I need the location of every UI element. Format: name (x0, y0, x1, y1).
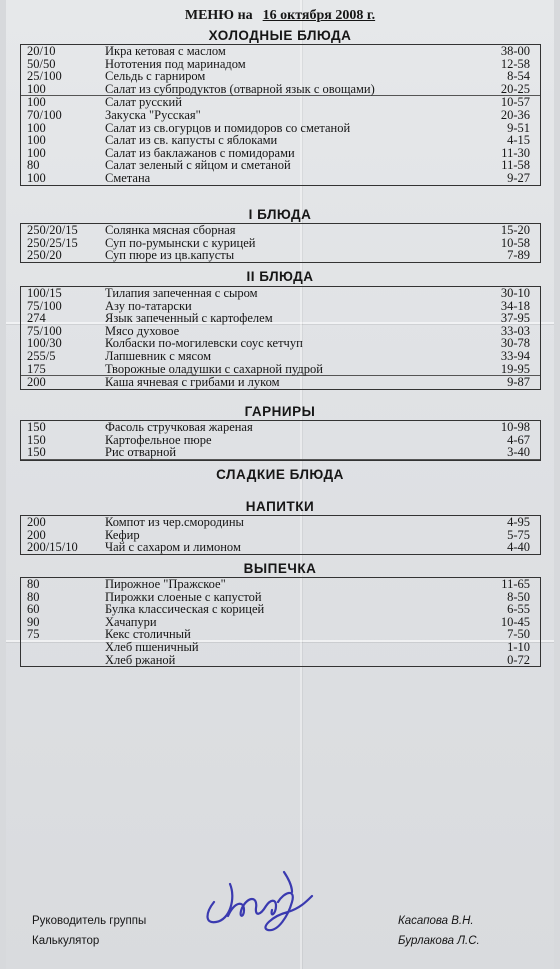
item-quantity: 75/100 (27, 323, 62, 338)
menu-row (21, 109, 540, 122)
menu-row (21, 237, 540, 250)
item-name: Хлеб ржаной (105, 652, 176, 667)
item-price: 3-40 (507, 445, 530, 460)
item-name: Салат русский (105, 95, 182, 110)
menu-row (21, 172, 540, 185)
menu-row (21, 603, 540, 616)
item-name: Язык запеченный с картофелем (105, 311, 273, 326)
menu-row (21, 516, 540, 529)
item-price: 38-00 (500, 44, 530, 58)
section-title-first: I БЛЮДА (248, 207, 312, 222)
item-quantity: 150 (27, 445, 46, 460)
item-price: 11-58 (501, 158, 530, 173)
item-quantity: 25/100 (27, 69, 62, 84)
item-price: 12-58 (500, 56, 530, 71)
menu-row (21, 529, 540, 542)
item-name: Нототения под маринадом (105, 56, 246, 71)
section-table-cold (20, 44, 541, 186)
item-price: 34-18 (500, 298, 530, 313)
menu-row (21, 376, 540, 389)
item-price: 30-78 (500, 336, 530, 351)
item-price: 4-15 (507, 133, 530, 148)
item-price: 1-10 (507, 639, 530, 654)
menu-row (21, 134, 540, 147)
item-price: 33-03 (500, 323, 530, 338)
menu-row (21, 249, 540, 262)
item-quantity: 250/25/15 (27, 235, 78, 250)
item-name: Сметана (105, 170, 151, 185)
menu-row (21, 350, 540, 363)
item-name: Мясо духовое (105, 323, 180, 338)
item-name: Икра кетовая с маслом (105, 44, 226, 58)
item-quantity: 200 (27, 527, 46, 542)
item-quantity: 70/100 (27, 107, 62, 122)
item-quantity: 274 (27, 311, 46, 326)
item-quantity: 175 (27, 361, 46, 376)
item-name: Кефир (105, 527, 140, 542)
menu-row (21, 337, 540, 350)
section-table-garnish (20, 420, 541, 461)
menu-row (21, 287, 540, 300)
item-price: 9-27 (507, 170, 530, 185)
menu-row (21, 58, 540, 71)
item-price: 20-36 (500, 107, 530, 122)
item-name: Солянка мясная сборная (105, 223, 236, 237)
item-name: Компот из чер.смородины (105, 515, 244, 529)
item-price: 7-89 (507, 248, 530, 263)
section-title-second: II БЛЮДА (246, 269, 314, 284)
item-name: Суп пюре из цв.капусты (105, 248, 235, 263)
signature-icon (200, 862, 320, 937)
menu-row (21, 654, 540, 667)
item-quantity: 75 (27, 627, 40, 642)
item-quantity: 100 (27, 120, 46, 135)
menu-row (21, 122, 540, 135)
item-name: Картофельное пюре (105, 432, 212, 447)
item-name: Салат из св. капусты с яблоками (105, 133, 278, 148)
item-price: 10-57 (500, 95, 530, 110)
menu-row (21, 541, 540, 554)
section-title-pastry: ВЫПЕЧКА (243, 561, 317, 576)
menu-row (21, 159, 540, 172)
item-quantity: 250/20/15 (27, 223, 78, 237)
item-name: Сельдь с гарниром (105, 69, 206, 84)
section-title-garnish: ГАРНИРЫ (244, 404, 316, 419)
item-name: Тилапия запеченная с сыром (105, 286, 258, 300)
item-name: Хлеб пшеничный (105, 639, 199, 654)
menu-row (21, 434, 540, 447)
section-title-drinks: НАПИТКИ (245, 499, 315, 514)
item-name: Салат зеленый с яйцом и сметаной (105, 158, 291, 173)
footer-role-calculator: Калькулятор (32, 935, 100, 947)
item-price: 11-30 (501, 145, 530, 160)
item-price: 7-50 (507, 627, 530, 642)
footer-role-head: Руководитель группы (32, 915, 147, 927)
menu-row (21, 70, 540, 83)
item-name: Кекс столичный (105, 627, 191, 642)
item-price: 4-95 (507, 515, 530, 529)
item-name: Салат из баклажанов с помидорами (105, 145, 295, 160)
menu-row (21, 446, 540, 460)
item-quantity: 150 (27, 420, 46, 434)
menu-row (21, 363, 540, 377)
item-name: Пирожки слоеные с капустой (105, 589, 262, 604)
item-price: 5-75 (507, 527, 530, 542)
item-price: 0-72 (507, 652, 530, 667)
item-price: 30-10 (500, 286, 530, 300)
item-name: Пирожное "Пражское" (105, 577, 226, 591)
menu-date: 16 октября 2008 г. (262, 8, 376, 23)
menu-row (21, 591, 540, 604)
item-quantity: 250/20 (27, 248, 62, 263)
item-quantity: 100 (27, 95, 46, 110)
item-price: 19-95 (500, 361, 530, 376)
item-name: Салат из субпродуктов (отварной язык с овощами) (105, 81, 375, 96)
item-price: 10-98 (500, 420, 530, 434)
item-quantity: 100 (27, 170, 46, 185)
section-table-drinks (20, 515, 541, 555)
item-quantity: 100/30 (27, 336, 62, 351)
item-name: Салат из св.огурцов и помидоров со сметаной (105, 120, 351, 135)
menu-row (21, 45, 540, 58)
item-price: 10-45 (500, 614, 530, 629)
item-quantity: 255/5 (27, 348, 56, 363)
item-price: 6-55 (507, 602, 530, 617)
item-price: 8-50 (507, 589, 530, 604)
item-name: Фасоль стручковая жареная (105, 420, 253, 434)
item-name: Хачапури (105, 614, 157, 629)
menu-row (21, 96, 540, 109)
section-table-pastry (20, 577, 541, 667)
item-price: 10-58 (500, 235, 530, 250)
item-name: Творожные оладушки с сахарной пудрой (105, 361, 323, 376)
item-price: 9-51 (507, 120, 530, 135)
section-table-second (20, 286, 541, 390)
item-quantity: 50/50 (27, 56, 56, 71)
menu-row (21, 628, 540, 641)
menu-row (21, 224, 540, 237)
section-table-first (20, 223, 541, 263)
item-price: 37-95 (500, 311, 530, 326)
item-quantity: 100 (27, 133, 46, 148)
item-quantity: 150 (27, 432, 46, 447)
item-quantity: 75/100 (27, 298, 62, 313)
item-quantity: 100 (27, 145, 46, 160)
item-quantity: 60 (27, 602, 40, 617)
menu-row (21, 421, 540, 434)
section-title-desserts: СЛАДКИЕ БЛЮДА (216, 467, 344, 482)
item-name: Булка классическая с корицей (105, 602, 265, 617)
menu-row (21, 578, 540, 591)
item-quantity: 90 (27, 614, 40, 629)
item-name: Азу по-татарски (105, 298, 192, 313)
item-quantity: 200 (27, 515, 46, 529)
footer-name-head: Касапова В.Н. (398, 915, 474, 927)
item-name: Лапшевник с мясом (105, 348, 212, 363)
item-name: Рис отварной (105, 445, 177, 460)
item-quantity: 100/15 (27, 286, 62, 300)
item-price: 33-94 (500, 348, 530, 363)
item-name: Закуска "Русская" (105, 107, 201, 122)
menu-row (21, 312, 540, 325)
menu-label: МЕНЮ на (184, 8, 253, 23)
item-name: Чай с сахаром и лимоном (105, 540, 241, 555)
item-quantity: 200/15/10 (27, 540, 78, 555)
item-price: 11-65 (501, 577, 530, 591)
menu-row (21, 641, 540, 654)
item-name: Колбаски по-могилевски соус кетчуп (105, 336, 303, 351)
section-title-cold: ХОЛОДНЫЕ БЛЮДА (208, 28, 352, 43)
menu-title (0, 8, 560, 24)
item-name: Каша ячневая с грибами и луком (105, 375, 280, 390)
item-price: 9-87 (507, 375, 530, 390)
footer-name-calculator: Бурлакова Л.С. (398, 935, 480, 947)
item-price: 4-67 (507, 432, 530, 447)
menu-row (21, 300, 540, 313)
item-quantity: 100 (27, 81, 46, 96)
item-quantity: 200 (27, 375, 46, 390)
item-price: 20-25 (500, 81, 530, 96)
item-price: 15-20 (500, 223, 530, 237)
item-quantity: 20/10 (27, 44, 56, 58)
item-quantity: 80 (27, 577, 40, 591)
item-name: Суп по-румынски с курицей (105, 235, 256, 250)
item-price: 8-54 (507, 69, 530, 84)
item-quantity: 80 (27, 158, 40, 173)
item-price: 4-40 (507, 540, 530, 555)
menu-row (21, 83, 540, 97)
item-quantity: 80 (27, 589, 40, 604)
menu-row (21, 616, 540, 629)
